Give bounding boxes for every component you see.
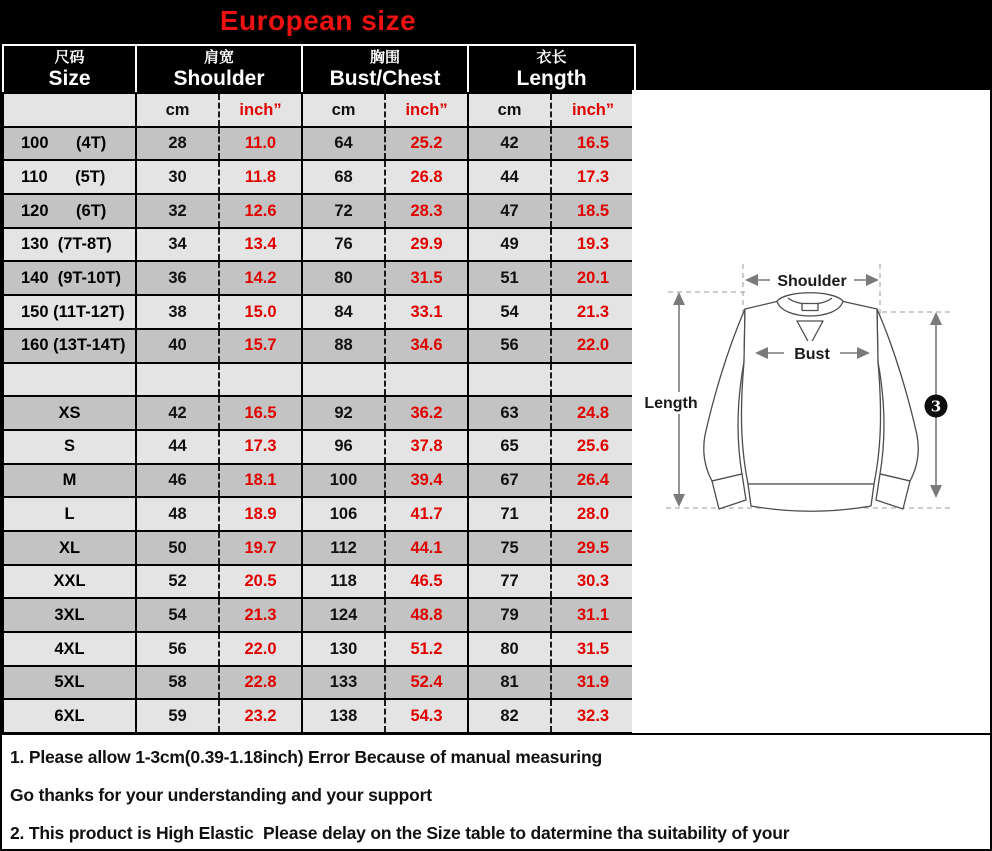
inch-value: 32.3 bbox=[551, 699, 635, 733]
col-header-length bbox=[468, 45, 635, 93]
side-length-dimension-arrow bbox=[925, 312, 948, 498]
note-line: 2. This product is High Elastic Please delay on the Size table to datermine tha suitability of your bbox=[10, 823, 790, 843]
cm-value: 42 bbox=[468, 127, 551, 161]
cm-value: 82 bbox=[468, 699, 551, 733]
cm-value: 44 bbox=[136, 430, 219, 464]
size-label: 160 (13T-14T) bbox=[3, 329, 136, 363]
table-row bbox=[3, 329, 635, 363]
cm-value: 124 bbox=[302, 598, 385, 632]
note-line: 1. Please allow 1-3cm(0.39-1.18inch) Error Because of manual measuring bbox=[10, 747, 602, 767]
cm-value: 59 bbox=[136, 699, 219, 733]
cm-value: 56 bbox=[468, 329, 551, 363]
unit-inch-label: inch” bbox=[219, 93, 302, 127]
inch-value: 31.9 bbox=[551, 666, 635, 700]
inch-value: 31.5 bbox=[551, 632, 635, 666]
cm-value: 46 bbox=[136, 464, 219, 498]
table-row bbox=[3, 430, 635, 464]
cm-value: 80 bbox=[302, 261, 385, 295]
unit-header-row bbox=[3, 93, 635, 127]
table-row bbox=[3, 160, 635, 194]
inch-value: 12.6 bbox=[219, 194, 302, 228]
table-row bbox=[3, 127, 635, 161]
inch-value: 48.8 bbox=[385, 598, 468, 632]
col-header-size bbox=[3, 45, 136, 93]
table-row bbox=[3, 632, 635, 666]
cm-value: 63 bbox=[468, 396, 551, 430]
inch-value: 24.8 bbox=[551, 396, 635, 430]
col-header-bust-en: Bust/Chest bbox=[329, 67, 441, 91]
cm-value: 112 bbox=[302, 531, 385, 565]
cm-value bbox=[468, 363, 551, 397]
col-header-size-en: Size bbox=[48, 67, 91, 91]
inch-value: 20.5 bbox=[219, 565, 302, 599]
inch-value: 25.6 bbox=[551, 430, 635, 464]
cm-value: 52 bbox=[136, 565, 219, 599]
inch-value: 36.2 bbox=[385, 396, 468, 430]
cm-value: 81 bbox=[468, 666, 551, 700]
cm-value: 77 bbox=[468, 565, 551, 599]
inch-value: 15.7 bbox=[219, 329, 302, 363]
cm-value bbox=[302, 363, 385, 397]
table-row bbox=[3, 666, 635, 700]
table-row bbox=[3, 598, 635, 632]
cm-value: 54 bbox=[468, 295, 551, 329]
inch-value: 33.1 bbox=[385, 295, 468, 329]
cm-value: 36 bbox=[136, 261, 219, 295]
size-label bbox=[3, 363, 136, 397]
inch-value: 19.3 bbox=[551, 228, 635, 262]
inch-value: 26.8 bbox=[385, 160, 468, 194]
col-header-size-zh: 尺码 bbox=[54, 48, 85, 66]
table-row bbox=[3, 699, 635, 733]
size-label: L bbox=[3, 497, 136, 531]
inch-value: 30.3 bbox=[551, 565, 635, 599]
col-header-bust-zh: 胸围 bbox=[370, 48, 401, 66]
inch-value: 21.3 bbox=[219, 598, 302, 632]
cm-value: 30 bbox=[136, 160, 219, 194]
cm-value: 96 bbox=[302, 430, 385, 464]
unit-inch-label: inch” bbox=[385, 93, 468, 127]
shoulder-dimension-label: Shoulder bbox=[777, 273, 847, 290]
cm-value: 49 bbox=[468, 228, 551, 262]
inch-value: 11.0 bbox=[219, 127, 302, 161]
col-header-bust bbox=[302, 45, 468, 93]
page-title: European size bbox=[219, 5, 417, 36]
table-row bbox=[3, 295, 635, 329]
inch-value: 29.9 bbox=[385, 228, 468, 262]
cm-value: 56 bbox=[136, 632, 219, 666]
size-label: 110 (5T) bbox=[3, 160, 136, 194]
size-label: XXL bbox=[3, 565, 136, 599]
cm-value: 138 bbox=[302, 699, 385, 733]
table-row bbox=[3, 194, 635, 228]
size-label: 4XL bbox=[3, 632, 136, 666]
inch-value: 34.6 bbox=[385, 329, 468, 363]
unit-spacer-cell bbox=[3, 93, 136, 127]
cm-value: 75 bbox=[468, 531, 551, 565]
cm-value: 92 bbox=[302, 396, 385, 430]
table-row bbox=[3, 565, 635, 599]
cm-value: 68 bbox=[302, 160, 385, 194]
size-label: 140 (9T-10T) bbox=[3, 261, 136, 295]
size-label: 100 (4T) bbox=[3, 127, 136, 161]
inch-value bbox=[551, 363, 635, 397]
inch-value bbox=[219, 363, 302, 397]
cm-value: 50 bbox=[136, 531, 219, 565]
inch-value: 41.7 bbox=[385, 497, 468, 531]
inch-value: 54.3 bbox=[385, 699, 468, 733]
inch-value: 44.1 bbox=[385, 531, 468, 565]
cm-value: 42 bbox=[136, 396, 219, 430]
sweater-measurement-illustration bbox=[632, 90, 990, 733]
cm-value: 65 bbox=[468, 430, 551, 464]
cm-value: 100 bbox=[302, 464, 385, 498]
inch-value: 16.5 bbox=[219, 396, 302, 430]
size-label: 150 (11T-12T) bbox=[3, 295, 136, 329]
table-row bbox=[3, 464, 635, 498]
cm-value: 47 bbox=[468, 194, 551, 228]
inch-value: 46.5 bbox=[385, 565, 468, 599]
inch-value: 37.8 bbox=[385, 430, 468, 464]
unit-inch-label: inch” bbox=[551, 93, 635, 127]
size-label: 3XL bbox=[3, 598, 136, 632]
length-dimension-arrow bbox=[640, 292, 702, 507]
inch-value bbox=[385, 363, 468, 397]
unit-cm-label: cm bbox=[468, 93, 551, 127]
cm-value: 64 bbox=[302, 127, 385, 161]
inch-value: 21.3 bbox=[551, 295, 635, 329]
inch-value: 29.5 bbox=[551, 531, 635, 565]
inch-value: 18.1 bbox=[219, 464, 302, 498]
inch-value: 17.3 bbox=[219, 430, 302, 464]
size-label: S bbox=[3, 430, 136, 464]
cm-value: 71 bbox=[468, 497, 551, 531]
inch-value: 22.0 bbox=[551, 329, 635, 363]
inch-value: 22.0 bbox=[219, 632, 302, 666]
cm-value: 106 bbox=[302, 497, 385, 531]
inch-value: 26.4 bbox=[551, 464, 635, 498]
cm-value: 79 bbox=[468, 598, 551, 632]
inch-value: 39.4 bbox=[385, 464, 468, 498]
inch-value: 20.1 bbox=[551, 261, 635, 295]
cm-value: 28 bbox=[136, 127, 219, 161]
size-label: 5XL bbox=[3, 666, 136, 700]
size-table-body bbox=[3, 127, 635, 733]
cm-value: 76 bbox=[302, 228, 385, 262]
cm-value: 133 bbox=[302, 666, 385, 700]
table-row bbox=[3, 396, 635, 430]
inch-value: 18.9 bbox=[219, 497, 302, 531]
size-label: M bbox=[3, 464, 136, 498]
table-row bbox=[3, 497, 635, 531]
cm-value: 48 bbox=[136, 497, 219, 531]
col-header-length-zh: 衣长 bbox=[536, 48, 567, 66]
cm-value: 34 bbox=[136, 228, 219, 262]
cm-value: 32 bbox=[136, 194, 219, 228]
cm-value: 88 bbox=[302, 329, 385, 363]
cm-value: 67 bbox=[468, 464, 551, 498]
inch-value: 51.2 bbox=[385, 632, 468, 666]
col-header-shoulder-en: Shoulder bbox=[173, 67, 265, 91]
inch-value: 11.8 bbox=[219, 160, 302, 194]
bust-dimension-label: Bust bbox=[794, 346, 830, 363]
inch-value: 16.5 bbox=[551, 127, 635, 161]
note-line: Go thanks for your understanding and your support bbox=[10, 785, 432, 805]
cm-value: 54 bbox=[136, 598, 219, 632]
cm-value: 44 bbox=[468, 160, 551, 194]
cm-value: 84 bbox=[302, 295, 385, 329]
table-row bbox=[3, 531, 635, 565]
inch-value: 23.2 bbox=[219, 699, 302, 733]
size-label: 6XL bbox=[3, 699, 136, 733]
table-row bbox=[3, 228, 635, 262]
cm-value: 38 bbox=[136, 295, 219, 329]
measurement-diagram-panel bbox=[632, 90, 990, 733]
cm-value: 58 bbox=[136, 666, 219, 700]
inch-value: 31.1 bbox=[551, 598, 635, 632]
table-row bbox=[3, 363, 635, 397]
length-dimension-label: Length bbox=[644, 395, 698, 412]
size-label: XS bbox=[3, 396, 136, 430]
unit-cm-label: cm bbox=[302, 93, 385, 127]
inch-value: 31.5 bbox=[385, 261, 468, 295]
cm-value: 40 bbox=[136, 329, 219, 363]
inch-value: 17.3 bbox=[551, 160, 635, 194]
inch-value: 28.0 bbox=[551, 497, 635, 531]
cm-value bbox=[136, 363, 219, 397]
cm-value: 130 bbox=[302, 632, 385, 666]
footer-notes bbox=[2, 733, 990, 849]
cm-value: 51 bbox=[468, 261, 551, 295]
cm-value: 72 bbox=[302, 194, 385, 228]
shoulder-dimension-arrow bbox=[745, 268, 879, 292]
sweater-outline-icon bbox=[704, 293, 918, 512]
size-label: XL bbox=[3, 531, 136, 565]
inch-value: 14.2 bbox=[219, 261, 302, 295]
badge-3-label: 3 bbox=[930, 397, 942, 416]
inch-value: 52.4 bbox=[385, 666, 468, 700]
inch-value: 18.5 bbox=[551, 194, 635, 228]
col-header-shoulder-zh: 肩宽 bbox=[204, 48, 235, 66]
inch-value: 28.3 bbox=[385, 194, 468, 228]
size-label: 120 (6T) bbox=[3, 194, 136, 228]
inch-value: 22.8 bbox=[219, 666, 302, 700]
col-header-length-en: Length bbox=[516, 67, 587, 91]
size-table bbox=[2, 44, 636, 734]
cm-value: 80 bbox=[468, 632, 551, 666]
inch-value: 19.7 bbox=[219, 531, 302, 565]
col-header-shoulder bbox=[136, 45, 302, 93]
inch-value: 15.0 bbox=[219, 295, 302, 329]
table-row bbox=[3, 261, 635, 295]
table-header-row bbox=[3, 45, 635, 93]
inch-value: 25.2 bbox=[385, 127, 468, 161]
cm-value: 118 bbox=[302, 565, 385, 599]
size-label: 130 (7T-8T) bbox=[3, 228, 136, 262]
inch-value: 13.4 bbox=[219, 228, 302, 262]
unit-cm-label: cm bbox=[136, 93, 219, 127]
